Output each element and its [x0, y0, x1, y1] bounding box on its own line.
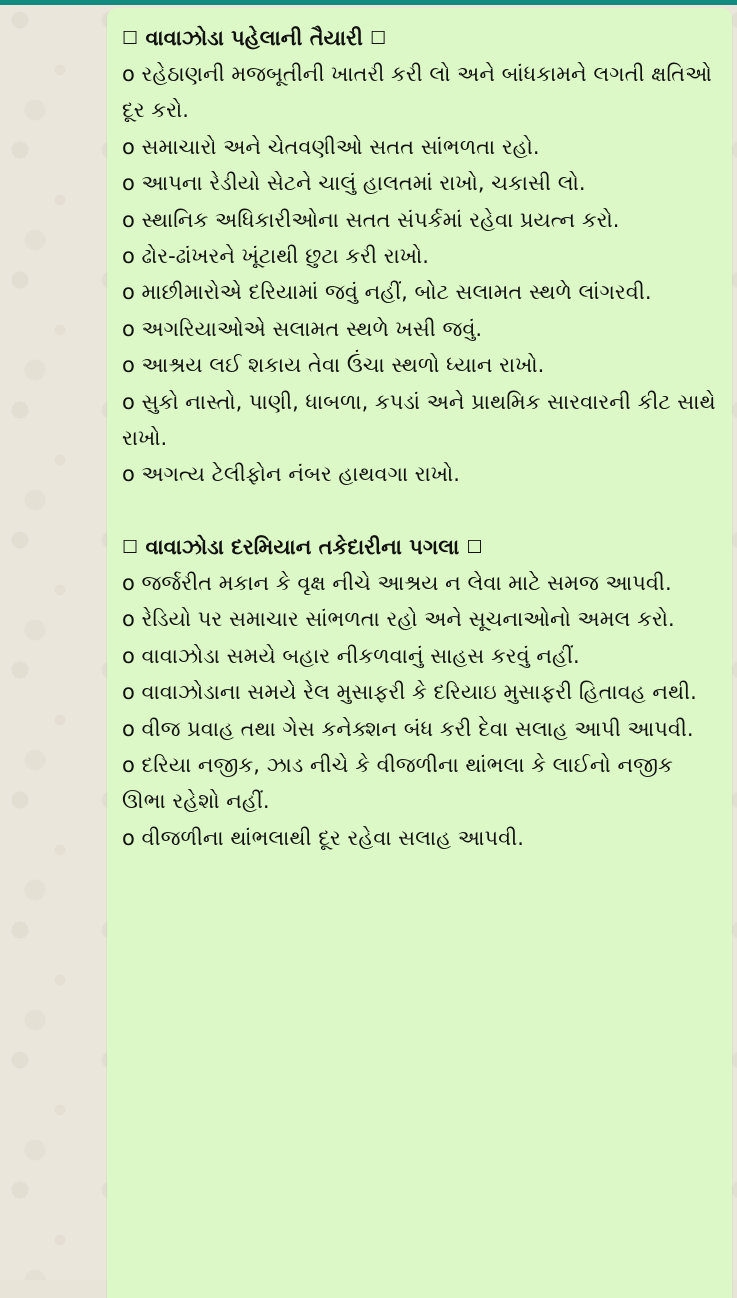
- list-item: o વાવાઝોડાના સમયે રેલ મુસાફરી કે દરિયાઇ મુસાફરી હિતાવહ નથી.: [122, 680, 697, 705]
- list-item: o રહેઠાણની મજબૂતીની ખાતરી કરી લો અને બાંધકામને લગતી ક્ષતિઓ દૂર કરો.: [122, 62, 712, 123]
- list-item: o જર્જરીત મકાન કે વૃક્ષ નીચે આશ્રય ન લેવા માટે સમજ આપવી.: [122, 570, 672, 595]
- list-item: o સમાચારો અને ચેતવણીઓ સતત સાંભળતા રહો.: [122, 134, 540, 159]
- list-item: o આશ્રય લઈ શકાય તેવા ઉંચા સ્થળો ધ્યાન રાખો.: [122, 353, 545, 378]
- list-item: o વીજળીના થાંભલાથી દૂર રહેવા સલાહ આપવી.: [122, 825, 524, 850]
- checkbox-icon: ☐: [122, 28, 139, 49]
- section-title-before: [122, 20, 718, 56]
- list-item: o અગત્ય ટેલીફોન નંબર હાથવગા રાખો.: [122, 462, 460, 487]
- list-item: o આપના રેડીયો સેટને ચાલું હાલતમાં રાખો, ચકાસી લો.: [122, 171, 586, 196]
- blank-line: [122, 493, 718, 529]
- section-title-text: વાવાઝોડા દરમિયાન તકેદારીના પગલા: [145, 534, 460, 559]
- list-item: o અગરિયાઓએ સલામત સ્થળે ખસી જવું.: [122, 316, 483, 341]
- list-item: o માછીમારોએ દરિયામાં જવું નહીં, બોટ સલામત સ્થળે લાંગરવી.: [122, 280, 652, 305]
- list-item: o વીજ પ્રવાહ તથા ગેસ કનેક્શન બંધ કરી દેવા સલાહ આપી આપવી.: [122, 716, 694, 741]
- list-item: o રેડિયો પર સમાચાર સાંભળતા રહો અને સૂચનાઓનો અમલ કરો.: [122, 607, 675, 632]
- section-title-during: [122, 529, 718, 565]
- checkbox-icon: ☐: [122, 536, 139, 558]
- list-item: o દરિયા નજીક, ઝાડ નીચે કે વીજળીના થાંભલા કે લાઈનો નજીક ઊભા રહેશો નહીં.: [122, 752, 673, 814]
- list-item: o ઢોર-ઢાંખરને ખૂંટાથી છુટા કરી રાખો.: [122, 244, 429, 269]
- list-item: o સુકો નાસ્તો, પાણી, ધાબળા, કપડાં અને પ્રાથમિક સારવારની કીટ સાથે રાખો.: [122, 389, 716, 451]
- message-bubble[interactable]: [107, 8, 732, 1298]
- checkbox-icon: ☐: [370, 28, 387, 49]
- list-item: o સ્થાનિક અધિકારીઓના સતત સંપર્કમાં રહેવા પ્રયત્ન કરો.: [122, 207, 620, 232]
- section-title-text: વાવાઝોડા પહેલાની તૈયારી: [145, 26, 363, 50]
- header-edge: [0, 0, 737, 5]
- checkbox-icon: ☐: [466, 536, 483, 558]
- list-item: o વાવાઝોડા સમયે બહાર નીકળવાનું સાહસ કરવું નહીં.: [122, 643, 580, 668]
